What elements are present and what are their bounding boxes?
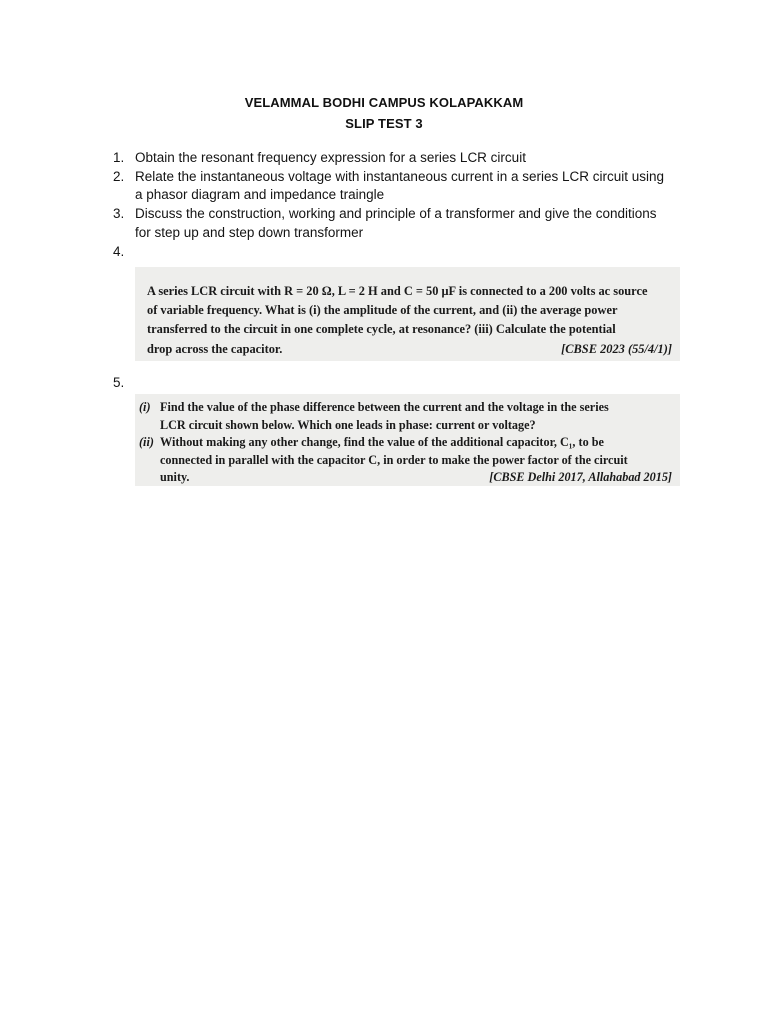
- source-citation: [CBSE Delhi 2017, Allahabad 2015]: [489, 470, 672, 485]
- question-text: for step up and step down transformer: [135, 224, 364, 240]
- question-number: 5.: [113, 375, 125, 390]
- header: [0, 92, 768, 134]
- scan-line: Find the value of the phase difference between the current and the voltage in the series: [160, 400, 609, 414]
- scan-line: LCR circuit shown below. Which one leads in phase: current or voltage?: [160, 417, 536, 432]
- scan-line: transferred to the circuit in one complete cycle, at resonance? (iii) Calculate the potential: [147, 322, 616, 337]
- question-text: a phasor diagram and impedance traingle: [135, 187, 385, 202]
- question-number: 1.: [113, 150, 125, 165]
- scan-line: A series LCR circuit with R = 20 Ω, L = 2 H and C = 50 μF is connected to a 200 volts ac source: [147, 284, 648, 298]
- test-title: SLIP TEST 3: [345, 116, 423, 131]
- question-text: Obtain the resonant frequency expression for a series LCR circuit: [135, 150, 526, 165]
- scan-line: drop across the capacitor.: [147, 341, 283, 356]
- part-label: (ii): [139, 435, 154, 450]
- question-text: Discuss the construction, working and principle of a transformer and give the conditions: [135, 206, 657, 221]
- question-number: 2.: [113, 168, 125, 184]
- scan-line: Without making any other change, find the value of the additional capacitor, C₁, to be: [160, 435, 604, 450]
- question-5-scan: [135, 394, 680, 486]
- scan-line: unity.: [160, 470, 190, 485]
- question-4-scan: [135, 267, 680, 361]
- part-label: (i): [139, 400, 151, 414]
- source-citation: [CBSE 2023 (55/4/1)]: [561, 341, 672, 356]
- school-name: VELAMMAL BODHI CAMPUS KOLAPAKKAM: [244, 95, 524, 110]
- scan-line: of variable frequency. What is (i) the amplitude of the current, and (ii) the average power: [147, 303, 618, 318]
- question-text: Relate the instantaneous voltage with instantaneous current in a series LCR circuit using: [135, 168, 665, 184]
- question-number: 4.: [113, 244, 125, 259]
- question-number: 3.: [113, 206, 125, 221]
- scan-line: connected in parallel with the capacitor C, in order to make the power factor of the circuit: [160, 452, 628, 467]
